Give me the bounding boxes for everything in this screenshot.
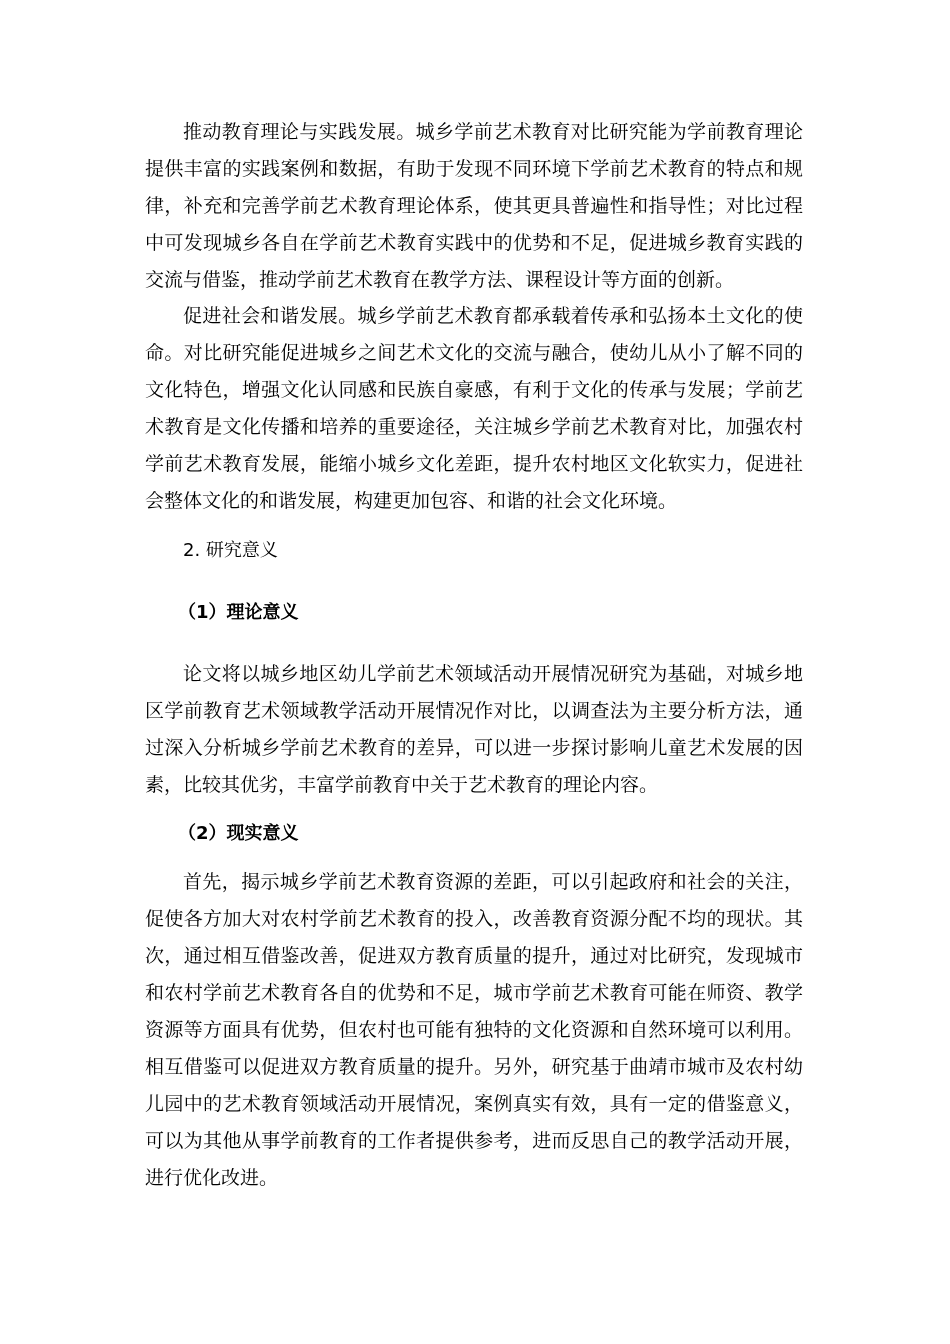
paragraph-theory-practice: 推动教育理论与实践发展。城乡学前艺术教育对比研究能为学前教育理论提供丰富的实践案例和数据，有助于发现不同环境下学前艺术教育的特点和规律，补充和完善学前艺术教育理论体系，使其更具普遍性和指导性；对比过程中可发现城乡各自在学前艺术教育实践中的优势和不足，促进城乡教育实践的交流与借鉴，推动学前艺术教育在教学方法、课程设计等方面的创新。	[145, 121, 803, 291]
subsection-heading-theoretical: （1）理论意义	[178, 602, 299, 623]
paragraph-social-harmony: 促进社会和谐发展。城乡学前艺术教育都承载着传承和弘扬本土文化的使命。对比研究能促进城乡之间艺术文化的交流与融合，使幼儿从小了解不同的文化特色，增强文化认同感和民族自豪感，有利于文化的传承与发展；学前艺术教育是文化传播和培养的重要途径，关注城乡学前艺术教育对比，加强农村学前艺术教育发展，能缩小城乡文化差距，提升农村地区文化软实力，促进社会整体文化的和谐发展，构建更加包容、和谐的社会文化环境。	[145, 305, 803, 512]
subsection-heading-practical: （2）现实意义	[178, 823, 299, 844]
paragraph-practical-significance: 首先，揭示城乡学前艺术教育资源的差距，可以引起政府和社会的关注，促使各方加大对农村学前艺术教育的投入，改善教育资源分配不均的现状。其次，通过相互借鉴改善，促进双方教育质量的提升，通过对比研究，发现城市和农村学前艺术教育各自的优势和不足，城市学前艺术教育可能在师资、教学资源等方面具有优势，但农村也可能有独特的文化资源和自然环境可以利用。相互借鉴可以促进双方教育质量的提升。另外，研究基于曲靖市城市及农村幼儿园中的艺术教育领域活动开展情况，案例真实有效，具有一定的借鉴意义，可以为其他从事学前教育的工作者提供参考，进而反思自己的教学活动开展，进行优化改进。	[145, 871, 803, 1189]
paragraph-theoretical-significance: 论文将以城乡地区幼儿学前艺术领域活动开展情况研究为基础，对城乡地区学前教育艺术领域教学活动开展情况作对比，以调查法为主要分析方法，通过深入分析城乡学前艺术教育的差异，可以进一步探讨影响儿童艺术发展的因素，比较其优劣，丰富学前教育中关于艺术教育的理论内容。	[145, 663, 803, 796]
section-heading-research-significance: 2. 研究意义	[183, 540, 278, 561]
